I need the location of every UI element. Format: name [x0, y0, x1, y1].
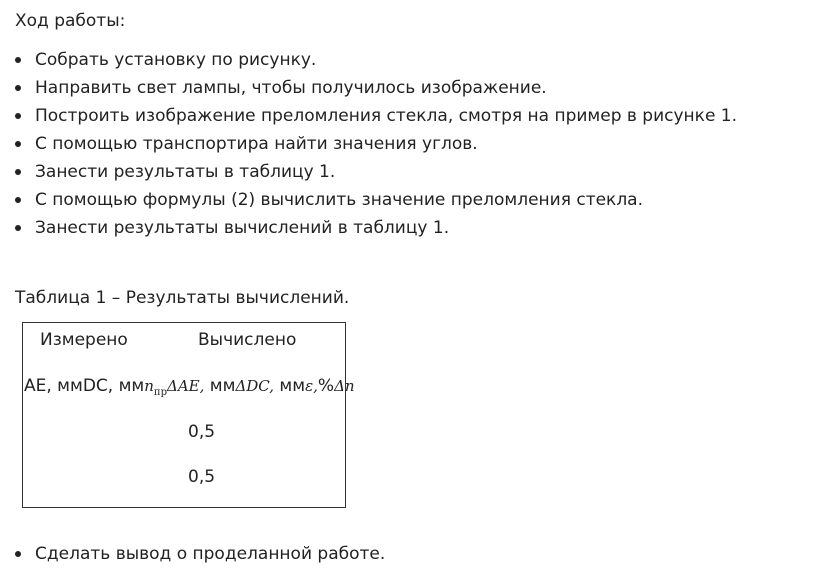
- table-cell-value: 0,5: [188, 467, 216, 487]
- step-text: С помощью транспортира найти значения углов.: [35, 134, 478, 154]
- col-delta-n: Δn: [334, 377, 355, 395]
- list-item: [15, 132, 737, 160]
- bullet-icon: [15, 169, 21, 175]
- step-text: Занести результаты в таблицу 1.: [35, 162, 336, 182]
- n-symbol: n: [144, 377, 154, 395]
- list-item: [15, 216, 737, 244]
- step-text: Сделать вывод о проделанной работе.: [35, 544, 386, 564]
- list-item: [15, 188, 737, 216]
- n-subscript: пр: [153, 387, 167, 398]
- final-step-list: [15, 542, 385, 570]
- results-table: [22, 322, 355, 508]
- column-headers-row: [24, 375, 355, 404]
- bullet-icon: [15, 551, 21, 557]
- bullet-icon: [15, 197, 21, 203]
- delta-dc-unit: мм: [274, 376, 306, 396]
- col-n-pr: [144, 377, 167, 398]
- step-text: Занести результаты вычислений в таблицу 1.: [35, 218, 450, 238]
- delta-dc-symbol: ΔDC,: [235, 377, 275, 395]
- step-text: Построить изображение преломления стекла, смотря на пример в рисунке 1.: [35, 106, 738, 126]
- bullet-icon: [15, 85, 21, 91]
- header-measured: Измерено: [40, 330, 128, 350]
- epsilon-symbol: ε,: [305, 377, 318, 395]
- list-item: [15, 48, 737, 76]
- header-calculated: Вычислено: [198, 330, 297, 350]
- procedure-steps-list: [15, 48, 737, 244]
- bullet-icon: [15, 113, 21, 119]
- list-item: [15, 104, 737, 132]
- list-item: [15, 76, 737, 104]
- step-text: Собрать установку по рисунку.: [35, 50, 317, 70]
- col-epsilon: [305, 377, 334, 395]
- delta-ae-unit: мм: [204, 376, 236, 396]
- bullet-icon: [15, 57, 21, 63]
- list-item: [15, 542, 385, 570]
- delta-ae-symbol: ΔAE,: [167, 377, 205, 395]
- col-ae: АЕ, мм: [24, 376, 83, 396]
- bullet-icon: [15, 141, 21, 147]
- section-heading: Ход работы:: [15, 11, 126, 31]
- table-cell-value: 0,5: [188, 422, 216, 442]
- step-text: Направить свет лампы, чтобы получилось изображение.: [35, 78, 547, 98]
- epsilon-unit: %: [317, 376, 335, 396]
- step-text: С помощью формулы (2) вычислить значение преломления стекла.: [35, 190, 644, 210]
- table-caption: Таблица 1 – Результаты вычислений.: [15, 288, 350, 308]
- col-delta-ae: [167, 377, 235, 395]
- bullet-icon: [15, 225, 21, 231]
- col-delta-dc: [235, 377, 305, 395]
- list-item: [15, 160, 737, 188]
- col-dc: DC, мм: [82, 376, 145, 396]
